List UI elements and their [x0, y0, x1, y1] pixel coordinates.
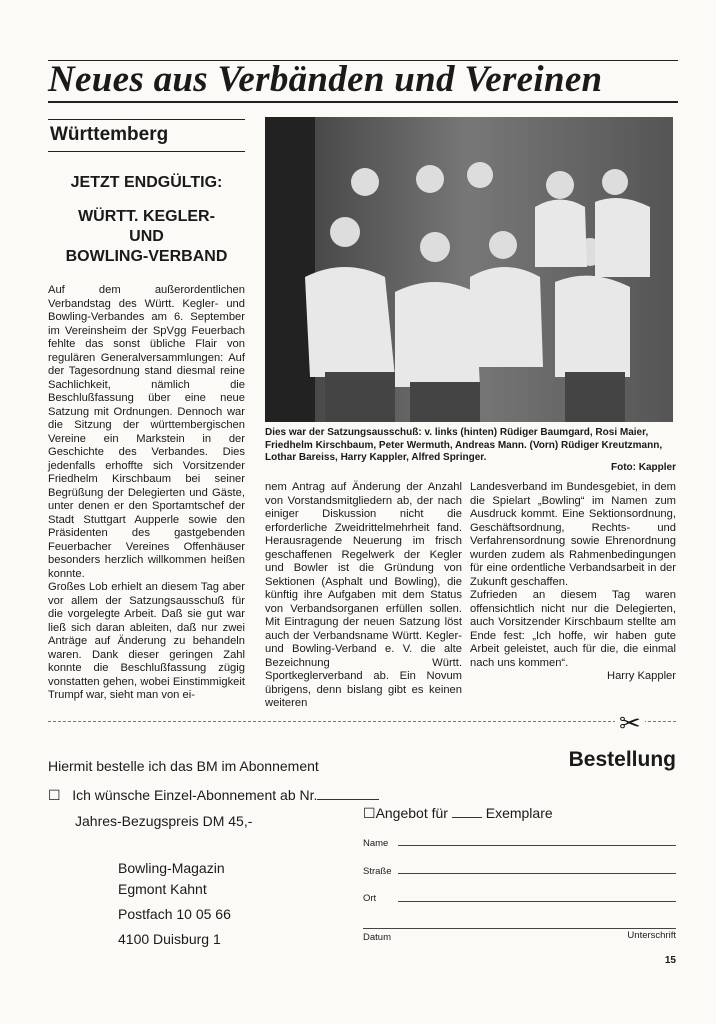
- address-line: Postfach 10 05 66: [118, 906, 231, 922]
- single-subscription-label: Ich wünsche Einzel-Abonnement: [72, 787, 277, 803]
- group-photo: [265, 117, 673, 422]
- checkbox-icon[interactable]: ☐: [363, 805, 376, 821]
- signature-label: Unterschrift: [627, 930, 676, 941]
- offer-label: Angebot für: [375, 805, 448, 821]
- annual-price: Jahres-Bezugspreis DM 45,-: [75, 813, 253, 829]
- single-subscription-option[interactable]: [48, 787, 379, 804]
- copies-label: Exemplare: [485, 805, 553, 821]
- scissors-icon: ✂: [615, 708, 645, 739]
- paragraph: Großes Lob erhielt an diesem Tag aber vor allem der Satzungsausschuß für die vorgelegte Arbeit. Daß sie gut war ließ sich daran ableiten, daß nur zwei Anträge auf Änderung zu behandeln waren. Dank dieser geringen Zahl konnte die Beschlußfassung zügig vonstatten gehen, wobei Einstimmigkeit Trumpf war, sieht man von ei-: [48, 581, 245, 701]
- date-label: Datum: [363, 932, 391, 943]
- article-author: Harry Kappler: [606, 670, 676, 682]
- offer-option[interactable]: [363, 805, 553, 822]
- copies-field[interactable]: [452, 817, 482, 818]
- article-column-1: [48, 284, 245, 703]
- region-heading: Württemberg: [50, 124, 169, 145]
- address-line: Bowling-Magazin: [118, 860, 225, 876]
- cut-line: [48, 721, 676, 722]
- name-label: Name: [363, 838, 389, 849]
- paragraph: Landesverband im Bundesgebiet, in dem die Spielart „Bowling“ im Namen zum Ausdruck kommt. Eine Sektionsordnung, Geschäftsordnung, Rechts- und Verfahrensordnung sowie Ehrenordnung wurden zudem als Rahmenbedingungen für eine ordentliche Verbandsarbeit in der Zukunft geschaffen.: [470, 481, 676, 588]
- paragraph: Auf dem außerordentlichen Verbandstag des Württ. Kegler- und Bowling-Verbandes am 6. September im Vereinsheim der SpVgg Feuerbach fehlte das sonst übliche Flair von regulären Generalversammlungen: Auf der Tagesordnung stand diesmal reine Sachlichkeit, nämlich die Beschlußfassung über eine neue Satzung mit Ordnungen. Dennoch war die Sitzung der württembergischen Vereine ein Markstein in der Geschichte des Verbandes. Dies jedenfalls erhoffte sich Vorsitzender Friedhelm Kirschbaum bei seiner Begrüßung der Delegierten und Gäste, unter denen er den Sportamtschef der Stadt Stuttgart Aupperle sowie den Präsidenten des gastgebenden Feuerbacher Vereines Offenhäuser besonders herzlich willkommen heißen konnte.: [48, 284, 245, 580]
- article-headline-2: UND: [129, 228, 164, 245]
- photo-caption: Dies war der Satzungsausschuß: v. links (hinten) Rüdiger Baumgard, Rosi Maier, Friedhelm Kirschbaum, Peter Wermuth, Andreas Mann. (Vorn) Rüdiger Kreutzmann, Lothar Bareiss, Harry Kappler, Alfred Springer.: [265, 427, 663, 463]
- street-label: Straße: [363, 866, 392, 877]
- article-column-2: [265, 481, 462, 711]
- order-intro: Hiermit bestelle ich das BM im Abonnement: [48, 758, 319, 774]
- photo-credit: Foto: Kappler: [611, 462, 676, 473]
- street-field[interactable]: [398, 873, 676, 874]
- title-rule: [48, 101, 678, 103]
- checkbox-icon[interactable]: ☐: [48, 787, 61, 803]
- page-number: 15: [664, 955, 676, 966]
- region-rule-top: [48, 119, 245, 120]
- issue-number-field[interactable]: [317, 799, 379, 800]
- issue-number-label: ab Nr.: [280, 787, 318, 803]
- article-headline-1: WÜRTT. KEGLER-: [78, 208, 215, 225]
- paragraph: Zufrieden an diesem Tag waren offensichtlich nicht nur die Delegierten, auch Vorsitzender Kirschbaum stellte am Ende fest: „Ich hoffe, wir haben gute Arbeit geleistet, auch für die, die einmal nach uns kommen“.: [470, 589, 676, 669]
- article-kicker: JETZT ENDGÜLTIG:: [70, 174, 223, 191]
- address-block: [118, 858, 231, 950]
- article-headline-3: BOWLING-VERBAND: [65, 248, 228, 265]
- date-signature-field[interactable]: [363, 928, 676, 929]
- order-title: Bestellung: [568, 748, 676, 771]
- city-field[interactable]: [398, 901, 676, 902]
- paragraph: nem Antrag auf Änderung der Anzahl von Vorstandsmitgliedern ab, der nach einiger Diskussion nicht die erforderliche Zweidrittelmehrheit fand. Herausragende Neuerung im frisch geschaffenen Regelwerk der Kegler und Bowler ist die Gründung von Sektionen (Asphalt und Bowling), die künftig ihre Aufgaben mit dem Status von Verbandsorganen erfüllen sollen. Mit Eintragung der neuen Satzung löst auch der Verbandsname Württ. Kegler- und Bowling-Verband e. V. die alte Bezeichnung Württ. Sportkeglerverband ab. Ein Novum übrigens, denn bislang gibt es keinen weiteren: [265, 481, 462, 709]
- address-line: 4100 Duisburg 1: [118, 931, 221, 947]
- region-rule-bottom: [48, 151, 245, 152]
- page-title: Neues aus Verbänden und Vereinen: [48, 59, 603, 100]
- name-field[interactable]: [398, 845, 676, 846]
- address-line: Egmont Kahnt: [118, 881, 207, 897]
- city-label: Ort: [363, 893, 377, 904]
- article-column-3: [470, 481, 676, 684]
